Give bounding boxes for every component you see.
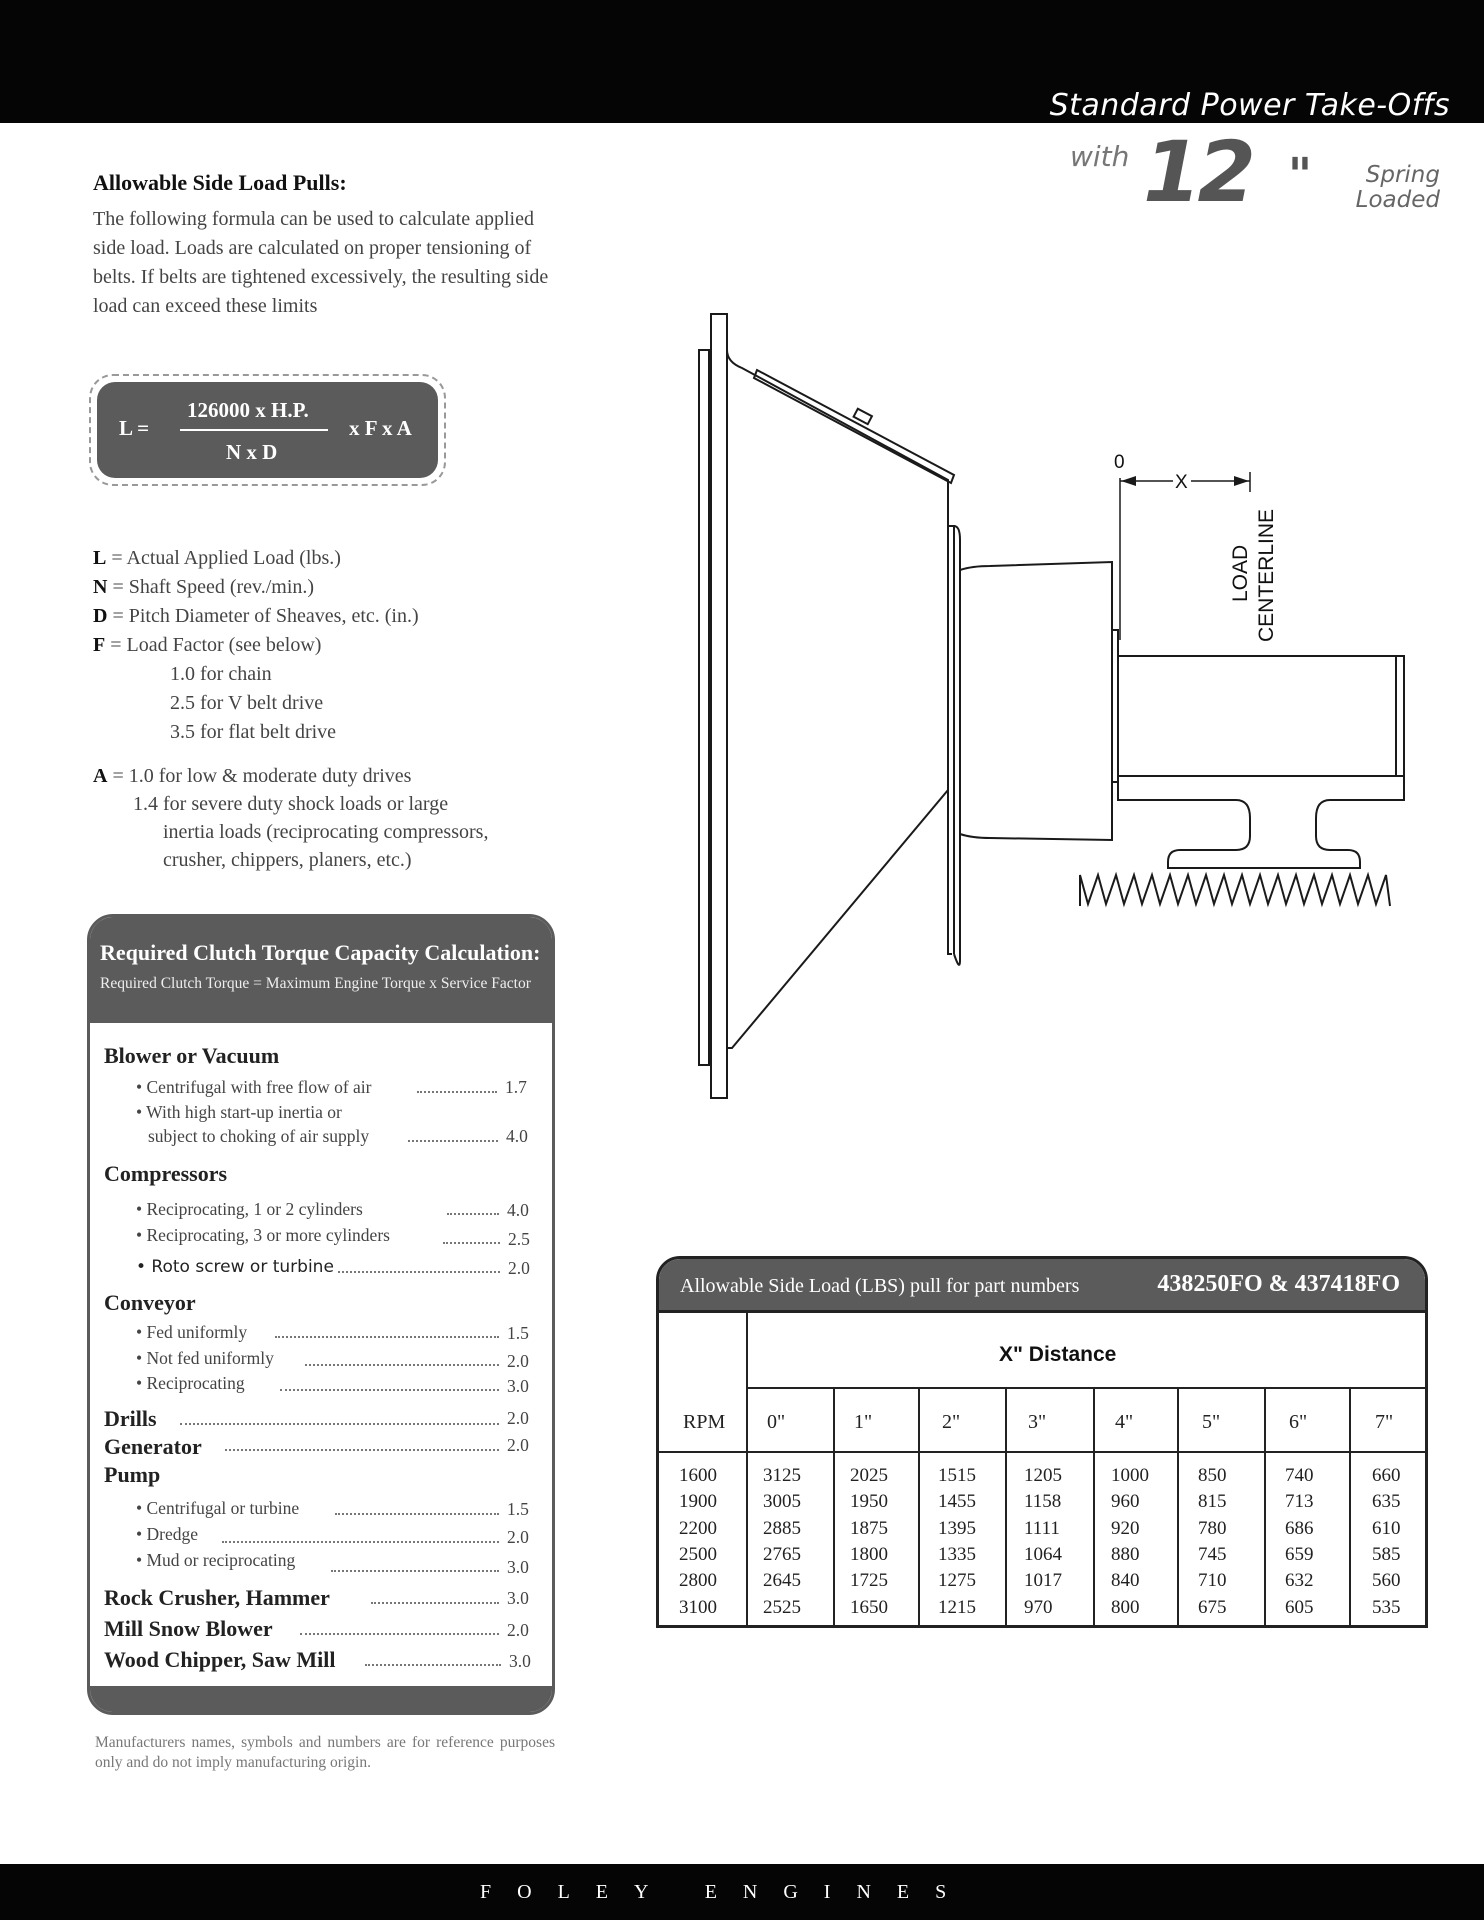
formula-lhs: L = bbox=[119, 416, 150, 440]
formula-fraction-bar bbox=[180, 429, 328, 431]
size-number: 12 bbox=[1143, 123, 1252, 221]
service-item: • Reciprocating, 1 or 2 cylinders bbox=[136, 1199, 363, 1219]
load-cell: 880 bbox=[1111, 1543, 1140, 1565]
leader-dots bbox=[225, 1449, 499, 1451]
housing-edge bbox=[948, 480, 952, 954]
service-factor: 1.5 bbox=[507, 1499, 529, 1519]
distance-column-header: 3" bbox=[1028, 1411, 1047, 1433]
leader-dots bbox=[275, 1336, 499, 1338]
pulley-body bbox=[1118, 776, 1404, 868]
service-factor: 2.0 bbox=[507, 1408, 529, 1428]
leader-dots bbox=[443, 1242, 500, 1244]
page-title: Standard Power Take-Offs bbox=[1049, 88, 1450, 123]
table-header-bar bbox=[659, 1259, 1425, 1313]
type-label-line2: Loaded bbox=[1355, 187, 1440, 213]
rpm-cell: 1600 bbox=[679, 1465, 717, 1486]
load-cell: 1335 bbox=[938, 1543, 976, 1565]
rpm-cell: 3100 bbox=[679, 1596, 717, 1618]
pto-diagram bbox=[690, 300, 1430, 1110]
load-cell: 675 bbox=[1198, 1596, 1227, 1618]
load-cell: 3005 bbox=[763, 1491, 801, 1513]
distance-column-header: 4" bbox=[1115, 1411, 1134, 1433]
category-drills: Drills bbox=[104, 1406, 157, 1431]
table-divider bbox=[659, 1451, 1428, 1453]
clutch-torque-card bbox=[87, 914, 555, 1715]
type-label-line1: Spring bbox=[1365, 162, 1440, 188]
service-item: • Reciprocating, 3 or more cylinders bbox=[136, 1225, 390, 1245]
category-compressors: Compressors bbox=[104, 1161, 228, 1186]
torque-card-subtitle: Required Clutch Torque = Maximum Engine Torque x Service Factor bbox=[100, 975, 531, 992]
service-factor: 2.5 bbox=[508, 1229, 530, 1249]
service-item: • Centrifugal or turbine bbox=[136, 1498, 300, 1518]
table-divider bbox=[1349, 1387, 1351, 1628]
leader-dots bbox=[417, 1091, 497, 1093]
intro-line: belts. If belts are tightened excessively, the resulting side bbox=[93, 266, 549, 288]
flange-outer-plate bbox=[699, 350, 709, 1065]
formula-definitions bbox=[93, 544, 419, 747]
load-cell: 660 bbox=[1372, 1465, 1401, 1486]
service-item: • Not fed uniformly bbox=[136, 1348, 274, 1368]
load-cell: 2885 bbox=[763, 1517, 801, 1539]
formula-box bbox=[97, 382, 438, 478]
leader-dots bbox=[331, 1570, 499, 1572]
intro-line: The following formula can be used to calculate applied bbox=[93, 208, 534, 230]
leader-dots bbox=[305, 1364, 499, 1366]
load-cell: 1064 bbox=[1024, 1543, 1062, 1565]
category-pump: Pump bbox=[104, 1462, 161, 1487]
definition-text: = 1.0 for low & moderate duty drives bbox=[107, 765, 412, 787]
definition-key: N bbox=[93, 576, 108, 598]
load-cell: 840 bbox=[1111, 1570, 1140, 1592]
load-cell: 1725 bbox=[850, 1570, 888, 1592]
load-cell: 1205 bbox=[1024, 1465, 1062, 1486]
a-factor-line: crusher, chippers, planers, etc.) bbox=[163, 849, 412, 871]
table-divider bbox=[746, 1313, 748, 1628]
leader-dots bbox=[408, 1140, 498, 1142]
definition-key: L bbox=[93, 547, 107, 569]
table-divider bbox=[1005, 1387, 1007, 1628]
flange-plate bbox=[711, 314, 727, 1098]
rpm-cell: 1900 bbox=[679, 1491, 717, 1513]
pulley-serrations bbox=[1080, 875, 1390, 906]
table-divider bbox=[833, 1387, 835, 1628]
definition-row bbox=[93, 631, 419, 660]
centerline-label: CENTERLINE bbox=[1255, 508, 1278, 642]
torque-card-footer bbox=[90, 1686, 552, 1712]
definition-key: A bbox=[93, 765, 108, 787]
dimension-arrow-right bbox=[1234, 476, 1249, 486]
leader-dots bbox=[300, 1633, 499, 1635]
load-cell: 1455 bbox=[938, 1491, 976, 1513]
definition-key: D bbox=[93, 605, 108, 627]
bearing-hub bbox=[960, 562, 1112, 840]
service-factor: 3.0 bbox=[509, 1651, 531, 1671]
definition-key: F bbox=[93, 634, 106, 656]
table-divider bbox=[918, 1387, 920, 1628]
table-part-numbers: 438250FO & 437418FO bbox=[1157, 1271, 1400, 1297]
intro-line: side load. Loads are calculated on proper tensioning of bbox=[93, 237, 532, 259]
footnote: Manufacturers names, symbols and numbers are for reference purposes only and do not imply manufacturing origin. bbox=[95, 1734, 555, 1771]
load-factor-item: 1.0 for chain bbox=[170, 663, 272, 685]
footer-brand: FOLEY ENGINES bbox=[480, 1881, 973, 1903]
service-item: • With high start-up inertia or bbox=[136, 1102, 342, 1122]
distance-column-header: 5" bbox=[1202, 1411, 1221, 1433]
footer-bar bbox=[0, 1864, 1484, 1920]
side-load-table bbox=[656, 1256, 1428, 1628]
load-cell: 2645 bbox=[763, 1570, 801, 1592]
load-cell: 740 bbox=[1285, 1465, 1314, 1486]
load-cell: 1275 bbox=[938, 1570, 976, 1592]
table-title: Allowable Side Load (LBS) pull for part numbers bbox=[680, 1275, 1080, 1297]
service-factor: 2.0 bbox=[507, 1620, 529, 1640]
definition-text: = Pitch Diameter of Sheaves, etc. (in.) bbox=[107, 605, 419, 627]
load-cell: 635 bbox=[1372, 1491, 1401, 1513]
service-factor: 3.0 bbox=[507, 1557, 529, 1577]
load-cell: 1158 bbox=[1024, 1491, 1062, 1513]
torque-card-title: Required Clutch Torque Capacity Calculation: bbox=[100, 940, 541, 965]
service-factor: 4.0 bbox=[506, 1126, 528, 1146]
a-factor-line bbox=[93, 762, 488, 790]
load-cell: 605 bbox=[1285, 1596, 1314, 1618]
table-divider bbox=[1093, 1387, 1095, 1628]
service-item: subject to choking of air supply bbox=[148, 1126, 370, 1146]
definition-row bbox=[93, 544, 419, 573]
load-cell: 960 bbox=[1111, 1491, 1140, 1513]
service-factor: 4.0 bbox=[507, 1200, 529, 1220]
load-cell: 535 bbox=[1372, 1596, 1401, 1618]
load-cell: 850 bbox=[1198, 1465, 1227, 1486]
side-load-intro bbox=[93, 205, 603, 321]
category-rock-crusher: Rock Crusher, Hammer bbox=[104, 1585, 330, 1610]
torque-card-header bbox=[90, 917, 552, 1023]
load-cell: 800 bbox=[1111, 1596, 1140, 1618]
load-label: LOAD bbox=[1229, 544, 1252, 602]
load-cell: 1650 bbox=[850, 1596, 888, 1618]
definition-text: = Shaft Speed (rev./min.) bbox=[107, 576, 315, 598]
leader-dots bbox=[180, 1423, 499, 1425]
dimension-arrow-left bbox=[1121, 476, 1136, 486]
rpm-cell: 2200 bbox=[679, 1517, 717, 1539]
leader-dots bbox=[222, 1541, 499, 1543]
load-cell: 610 bbox=[1372, 1517, 1401, 1539]
load-cell: 1111 bbox=[1024, 1517, 1060, 1539]
distance-column-header: 2" bbox=[942, 1411, 961, 1433]
leader-dots bbox=[338, 1271, 500, 1273]
formula-tail: x F x A bbox=[349, 416, 412, 440]
size-prefix: with bbox=[1070, 140, 1130, 173]
category-wood-chipper: Wood Chipper, Saw Mill bbox=[104, 1647, 336, 1672]
type-label bbox=[1340, 163, 1440, 213]
load-cell: 2025 bbox=[850, 1465, 888, 1486]
service-factor: 1.7 bbox=[505, 1077, 527, 1097]
service-factor: 3.0 bbox=[507, 1588, 529, 1608]
load-cell: 713 bbox=[1285, 1491, 1314, 1513]
category-conveyor: Conveyor bbox=[104, 1290, 196, 1315]
distance-column-header: 0" bbox=[767, 1411, 786, 1433]
load-cell: 815 bbox=[1198, 1491, 1227, 1513]
load-factor-item: 3.5 for flat belt drive bbox=[170, 721, 337, 743]
load-cell: 1800 bbox=[850, 1543, 888, 1565]
definition-row bbox=[93, 573, 419, 602]
a-factor-definition bbox=[93, 762, 488, 874]
service-factor: 3.0 bbox=[507, 1376, 529, 1396]
service-item: • Centrifugal with free flow of air bbox=[136, 1077, 372, 1097]
load-cell: 585 bbox=[1372, 1543, 1401, 1565]
load-cell: 1215 bbox=[938, 1596, 976, 1618]
side-load-heading: Allowable Side Load Pulls: bbox=[93, 170, 347, 195]
leader-dots bbox=[335, 1513, 499, 1515]
dimension-zero-label: 0 bbox=[1114, 452, 1125, 473]
load-cell: 2525 bbox=[763, 1596, 801, 1618]
load-cell: 632 bbox=[1285, 1570, 1314, 1592]
intro-line: load can exceed these limits bbox=[93, 295, 318, 317]
service-factor: 2.0 bbox=[507, 1527, 529, 1547]
category-generator: Generator bbox=[104, 1434, 202, 1459]
definition-text: = Load Factor (see below) bbox=[105, 634, 322, 656]
load-cell: 1875 bbox=[850, 1517, 888, 1539]
table-divider bbox=[1177, 1387, 1179, 1628]
load-cell: 710 bbox=[1198, 1570, 1227, 1592]
service-item: • Reciprocating bbox=[136, 1373, 245, 1393]
service-factor: 2.0 bbox=[507, 1435, 529, 1455]
x-distance-heading: X" Distance bbox=[999, 1343, 1117, 1366]
load-cell: 659 bbox=[1285, 1543, 1314, 1565]
load-cell: 780 bbox=[1198, 1517, 1227, 1539]
load-cell: 1515 bbox=[938, 1465, 976, 1486]
definition-text: = Actual Applied Load (lbs.) bbox=[106, 547, 341, 569]
service-item: • Dredge bbox=[136, 1524, 199, 1544]
load-cell: 560 bbox=[1372, 1570, 1401, 1592]
category-blower: Blower or Vacuum bbox=[104, 1043, 280, 1068]
table-divider bbox=[746, 1387, 1428, 1389]
load-cell: 2765 bbox=[763, 1543, 801, 1565]
load-cell: 970 bbox=[1024, 1596, 1053, 1618]
load-cell: 3125 bbox=[763, 1465, 801, 1486]
dimension-x-label: X bbox=[1175, 472, 1188, 493]
header-bar bbox=[0, 0, 1484, 123]
rpm-cell: 2800 bbox=[679, 1570, 717, 1592]
service-item: • Roto screw or turbine bbox=[136, 1257, 334, 1277]
service-factor: 2.0 bbox=[507, 1351, 529, 1371]
load-cell: 1000 bbox=[1111, 1465, 1149, 1486]
service-factor: 1.5 bbox=[507, 1323, 529, 1343]
leader-dots bbox=[365, 1664, 501, 1666]
a-factor-line: 1.4 for severe duty shock loads or large bbox=[133, 793, 449, 815]
output-shaft bbox=[1118, 656, 1404, 776]
category-mill-snow-blower: Mill Snow Blower bbox=[104, 1616, 273, 1641]
leader-dots bbox=[447, 1213, 499, 1215]
a-factor-line: inertia loads (reciprocating compressors, bbox=[163, 821, 489, 843]
load-cell: 745 bbox=[1198, 1543, 1227, 1565]
service-item: • Mud or reciprocating bbox=[136, 1550, 296, 1570]
service-factor: 2.0 bbox=[508, 1258, 530, 1278]
leader-dots bbox=[371, 1602, 499, 1604]
distance-column-header: 7" bbox=[1375, 1411, 1394, 1433]
size-unit: " bbox=[1288, 148, 1312, 202]
load-cell: 1017 bbox=[1024, 1570, 1062, 1592]
load-cell: 1395 bbox=[938, 1517, 976, 1539]
table-divider bbox=[1264, 1387, 1266, 1628]
load-factor-item: 2.5 for V belt drive bbox=[170, 692, 324, 714]
formula-numerator: 126000 x H.P. bbox=[187, 398, 309, 422]
formula-denominator: N x D bbox=[226, 440, 278, 464]
distance-column-header: 6" bbox=[1289, 1411, 1308, 1433]
rpm-cell: 2500 bbox=[679, 1543, 717, 1565]
load-cell: 686 bbox=[1285, 1517, 1314, 1539]
service-item: • Fed uniformly bbox=[136, 1322, 248, 1342]
rpm-column-header: RPM bbox=[683, 1411, 726, 1433]
distance-column-header: 1" bbox=[854, 1411, 873, 1433]
load-cell: 1950 bbox=[850, 1491, 888, 1513]
definition-row bbox=[93, 602, 419, 631]
leader-dots bbox=[280, 1389, 499, 1391]
load-cell: 920 bbox=[1111, 1517, 1140, 1539]
